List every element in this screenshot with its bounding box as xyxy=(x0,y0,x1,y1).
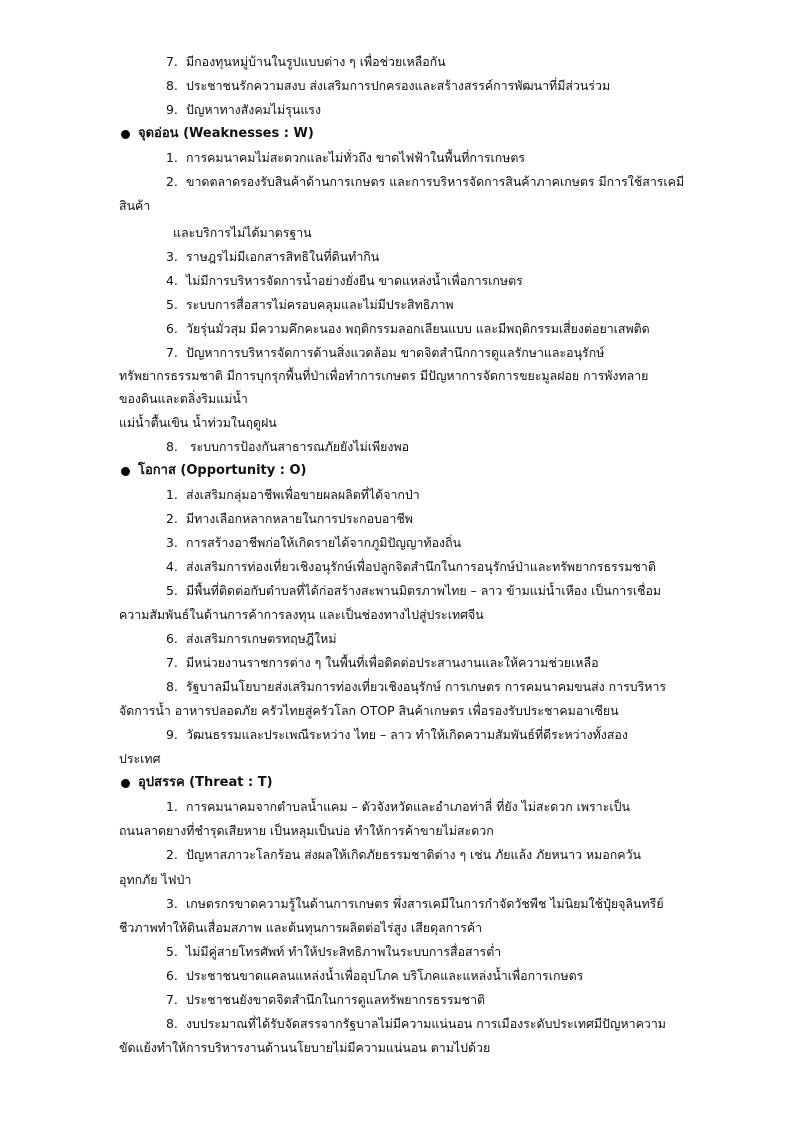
continuation-line: ขัดแย้งทำให้การบริหารงานด้านนโยบายไม่มีความแน่นอน ตามไปด้วย xyxy=(119,1040,491,1055)
continuation-line: และบริการไม่ได้มาตรฐาน xyxy=(173,225,312,240)
section-heading xyxy=(138,774,273,792)
list-item xyxy=(166,438,409,456)
item-text: ประชาชนรักความสงบ ส่งเสริมการปกครองและสร้างสรรค์การพัฒนาที่มีส่วนร่วม xyxy=(186,78,611,93)
bullet-icon xyxy=(121,779,130,788)
item-number: 7. xyxy=(166,345,178,360)
list-item xyxy=(166,991,485,1009)
item-number: 1. xyxy=(166,799,178,814)
heading-text: โอกาส (Opportunity : O) xyxy=(138,463,307,478)
item-number: 6. xyxy=(166,968,178,983)
item-text: ระบบการป้องกันสาธารณภัยยังไม่เพียงพอ xyxy=(186,439,410,454)
item-number: 9. xyxy=(166,727,178,742)
item-text: ประชาชนขาดแคลนแหล่งน้ำเพื่ออุปโภค บริโภคและแหล่งน้ำเพื่อการเกษตร xyxy=(186,968,584,983)
list-item xyxy=(166,630,337,648)
list-item xyxy=(166,296,454,314)
list-item xyxy=(166,149,525,167)
item-text: ปัญหาทางสังคมไม่รุนแรง xyxy=(186,102,322,117)
item-text: ราษฎรไม่มีเอกสารสิทธิในที่ดินทำกิน xyxy=(186,249,380,264)
list-item xyxy=(166,53,446,71)
item-text: มีกองทุนหมู่บ้านในรูปแบบต่าง ๆ เพื่อช่วยเหลือกัน xyxy=(186,54,446,69)
item-text: ขาดตลาดรองรับสินค้าด้านการเกษตร และการบริหารจัดการสินค้าภาคเกษตร มีการใช้สารเคมี xyxy=(186,174,685,189)
continuation-line: อุทกภัย ไฟป่า xyxy=(119,872,192,887)
item-text: มีทางเลือกหลากหลายในการประกอบอาชีพ xyxy=(186,511,413,526)
item-number: 8. xyxy=(166,679,178,694)
item-number: 7. xyxy=(166,54,178,69)
list-item xyxy=(166,582,661,600)
item-text: วัฒนธรรมและประเพณีระหว่าง ไทย – ลาว ทำให้เกิดความสัมพันธ์ที่ดีระหว่างทั้งสอง xyxy=(186,727,628,742)
list-item xyxy=(166,248,379,266)
item-text: ประชาชนยังขาดจิตสำนึกในการดูแลทรัพยากรธรรมชาติ xyxy=(186,992,486,1007)
list-item xyxy=(166,895,664,913)
heading-text: จุดอ่อน (Weaknesses : W) xyxy=(138,126,314,141)
list-item xyxy=(166,726,628,744)
list-item xyxy=(166,943,501,961)
bullet-icon xyxy=(121,130,130,139)
continuation-line: สินค้า xyxy=(119,198,151,213)
continuation-line: ประเทศ xyxy=(119,751,161,766)
list-item xyxy=(166,654,599,672)
item-number: 2. xyxy=(166,174,178,189)
list-item xyxy=(166,344,604,362)
item-text: วัยรุ่นมั่วสุม มีความคึกคะนอง พฤติกรรมลอกเลียนแบบ และมีพฤติกรรมเสี่ยงต่อยาเสพติด xyxy=(186,321,650,336)
item-text: มีหน่วยงานราชการต่าง ๆ ในพื้นที่เพื่อติดต่อประสานงานและให้ความช่วยเหลือ xyxy=(186,655,599,670)
continuation-line: ทรัพยากรธรรมชาติ มีการบุกรุกพื้นที่ป่าเพื่อทำการเกษตร มีปัญหาการจัดการขยะมูลฝอย การพังทลาย xyxy=(119,368,649,383)
item-text: การคมนาคมจากตำบลน้ำแคม – ตัวจังหวัดและอำเภอท่าลี่ ที่ยัง ไม่สะดวก เพราะเป็น xyxy=(186,799,630,814)
item-number: 5. xyxy=(166,944,178,959)
list-item xyxy=(166,486,420,504)
item-text: งบประมาณที่ได้รับจัดสรรจากรัฐบาลไม่มีความแน่นอน การเมืองระดับประเทศมีปัญหาความ xyxy=(186,1016,666,1031)
item-number: 7. xyxy=(166,992,178,1007)
heading-text: อุปสรรค (Threat : T) xyxy=(138,775,273,790)
list-item xyxy=(166,798,630,816)
item-number: 7. xyxy=(166,655,178,670)
item-number: 4. xyxy=(166,273,178,288)
item-number: 1. xyxy=(166,150,178,165)
list-item xyxy=(166,967,583,985)
bullet-icon xyxy=(121,467,130,476)
list-item xyxy=(166,272,523,290)
list-item xyxy=(166,320,650,338)
item-number: 2. xyxy=(166,847,178,862)
item-number: 8. xyxy=(166,78,178,93)
item-number: 3. xyxy=(166,896,178,911)
continuation-line: ชีวภาพทำให้ดินเสื่อมสภาพ และต้นทุนการผลิตต่อไร่สูง เสียดุลการค้า xyxy=(119,920,483,935)
item-number: 1. xyxy=(166,487,178,502)
item-text: เกษตรกรขาดความรู้ในด้านการเกษตร พึ่งสารเคมีในการกำจัดวัชพืช ไม่นิยมใช้ปุ๋ยจุลินทรีย์ xyxy=(186,896,664,911)
item-text: ส่งเสริมการท่องเที่ยวเชิงอนุรักษ์เพื่อปลูกจิตสำนึกในการอนุรักษ์ป่าและทรัพยากรธรรมชาติ xyxy=(186,559,656,574)
item-number: 9. xyxy=(166,102,178,117)
continuation-line: แม่น้ำตื้นเขิน น้ำท่วมในฤดูฝน xyxy=(119,415,277,430)
continuation-line: จัดการน้ำ อาหารปลอดภัย ครัวไทยสู่ครัวโลก OTOP สินค้าเกษตร เพื่อรองรับประชาคมอาเซียน xyxy=(119,703,619,718)
item-text: ปัญหาสภาวะโลกร้อน ส่งผลให้เกิดภัยธรรมชาติต่าง ๆ เช่น ภัยแล้ง ภัยหนาว หมอกควัน xyxy=(186,847,642,862)
item-text: ปัญหาการบริหารจัดการด้านสิ่งแวดล้อม ขาดจิตสำนึกการดูแลรักษาและอนุรักษ์ xyxy=(186,345,605,360)
item-number: 8. xyxy=(166,439,178,454)
list-item xyxy=(166,101,321,119)
item-number: 2. xyxy=(166,511,178,526)
continuation-line: ถนนลาดยางที่ชำรุดเสียหาย เป็นหลุมเป็นบ่อ ทำให้การค้าขายไม่สะดวก xyxy=(119,823,494,838)
item-text: ระบบการสื่อสารไม่ครอบคลุมและไม่มีประสิทธิภาพ xyxy=(186,297,454,312)
list-item xyxy=(166,173,684,191)
list-item xyxy=(166,678,666,696)
item-text: การสร้างอาชีพก่อให้เกิดรายได้จากภูมิปัญญาท้องถิ่น xyxy=(186,535,462,550)
item-number: 4. xyxy=(166,559,178,574)
item-number: 6. xyxy=(166,321,178,336)
list-item xyxy=(166,558,656,576)
list-item xyxy=(166,846,641,864)
item-text: รัฐบาลมีนโยบายส่งเสริมการท่องเที่ยวเชิงอนุรักษ์ การเกษตร การคมนาคมขนส่ง การบริหาร xyxy=(186,679,667,694)
item-number: 6. xyxy=(166,631,178,646)
item-text: ไม่มีคู่สายโทรศัพท์ ทำให้ประสิทธิภาพในระบบการสื่อสารต่ำ xyxy=(186,944,502,959)
item-number: 5. xyxy=(166,583,178,598)
continuation-line: ความสัมพันธ์ในด้านการค้าการลงทุน และเป็นช่องทางไปสู่ประเทศจีน xyxy=(119,607,484,622)
item-number: 8. xyxy=(166,1016,178,1031)
section-heading xyxy=(138,125,314,143)
item-text: การคมนาคมไม่สะดวกและไม่ทั่วถึง ขาดไฟฟ้าในพื้นที่การเกษตร xyxy=(186,150,526,165)
continuation-line: ของดินและตลิ่งริมแม่น้ำ xyxy=(119,391,248,406)
item-text: ส่งเสริมการเกษตรทฤษฎีใหม่ xyxy=(186,631,337,646)
list-item xyxy=(166,510,413,528)
list-item xyxy=(166,534,461,552)
item-number: 3. xyxy=(166,535,178,550)
section-heading xyxy=(138,462,306,480)
item-text: ไม่มีการบริหารจัดการน้ำอย่างยั่งยืน ขาดแหล่งน้ำเพื่อการเกษตร xyxy=(186,273,523,288)
item-text: ส่งเสริมกลุ่มอาชีพเพื่อขายผลผลิตที่ได้จากป่า xyxy=(186,487,420,502)
list-item xyxy=(166,1015,666,1033)
list-item xyxy=(166,77,610,95)
item-number: 5. xyxy=(166,297,178,312)
item-number: 3. xyxy=(166,249,178,264)
item-text: มีพื้นที่ติดต่อกับตำบลที่ได้ก่อสร้างสะพานมิตรภาพไทย – ลาว ข้ามแม่น้ำเหือง เป็นการเชื่อม xyxy=(186,583,662,598)
